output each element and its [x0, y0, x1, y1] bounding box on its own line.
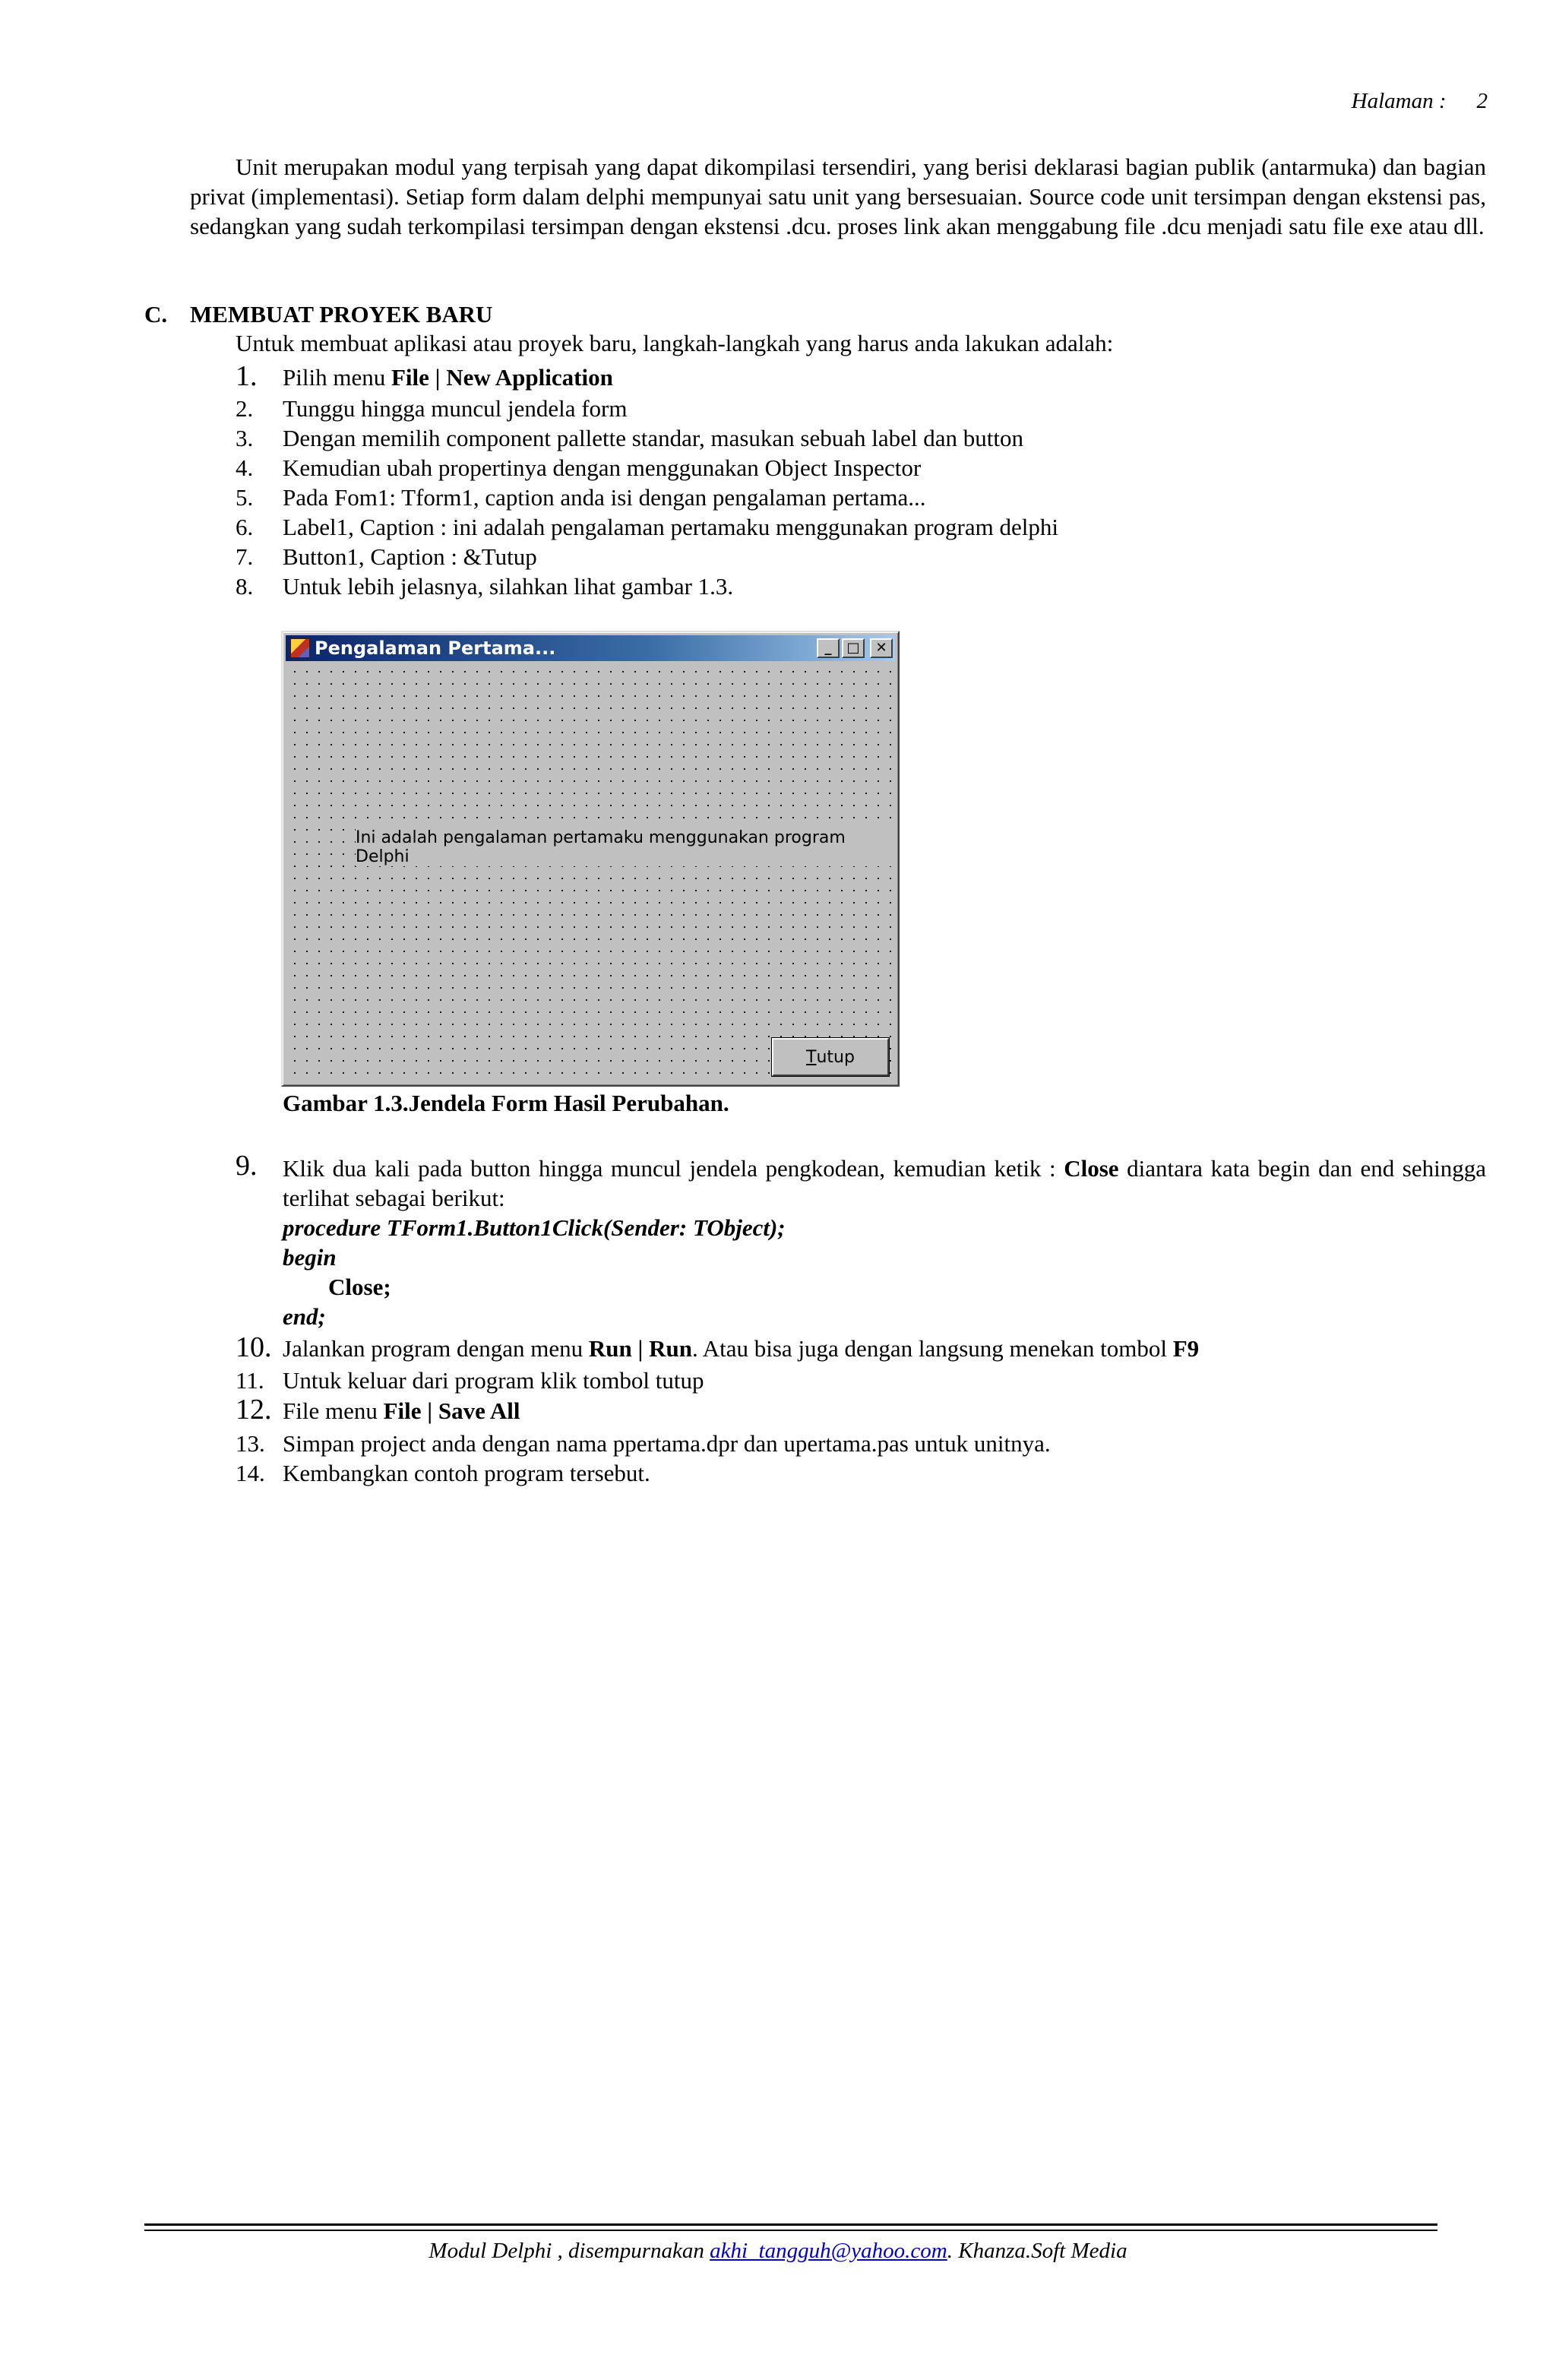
intro-paragraph: Unit merupakan modul yang terpisah yang dapat dikompilasi tersendiri, yang berisi deklarasi bagian publik (antarmuka) dan bagian privat (implementasi). Setiap form dalam delphi mempunyai satu unit yang bersesuaian. Source code unit tersimpan dengan ekstensi pas, sedangkan yang sudah terkompilasi tersimpan dengan ekstensi .dcu. proses link akan menggabung file .dcu menjadi satu file exe atau dll.	[190, 153, 1486, 239]
window-title: Pengalaman Pertama...	[315, 638, 556, 659]
step-text: Untuk lebih jelasnya, silahkan lihat gambar 1.3.	[283, 573, 734, 600]
step-number: 2.	[236, 395, 254, 422]
button-label: utup	[816, 1047, 855, 1067]
section-heading	[144, 301, 492, 328]
step-menu-path: File | Save All	[383, 1397, 520, 1424]
list-item	[236, 1458, 650, 1488]
delphi-app-icon	[290, 638, 310, 658]
code-line: end;	[283, 1303, 326, 1330]
step-number: 1.	[236, 360, 258, 392]
step-text: Pilih menu	[283, 364, 391, 391]
step-text: Simpan project anda dengan nama ppertama.dpr dan upertama.pas untuk unitnya.	[283, 1430, 1051, 1457]
step-number: 13.	[236, 1430, 265, 1457]
list-item	[236, 394, 627, 423]
code-line: procedure TForm1.Button1Click(Sender: TObject);	[283, 1214, 786, 1241]
step-number: 9.	[236, 1150, 258, 1182]
step-number: 8.	[236, 573, 254, 600]
list-item	[236, 423, 1023, 453]
footer-rule	[144, 2230, 1437, 2231]
step-number: 10.	[236, 1331, 272, 1363]
step-menu-path: Run | Run	[588, 1335, 692, 1362]
delphi-form-window	[281, 631, 900, 1087]
step-number: 11.	[236, 1367, 264, 1394]
close-button[interactable]: ✕	[870, 638, 893, 658]
label1: Ini adalah pengalaman pertamaku menggunakan program Delphi	[356, 828, 895, 866]
footer-rule	[144, 2223, 1437, 2226]
section-letter: C.	[144, 301, 168, 328]
step-text: Button1, Caption : &Tutup	[283, 543, 537, 570]
list-item	[236, 1395, 520, 1426]
footer-email-link[interactable]: akhi_tangguh@yahoo.com	[710, 2239, 947, 2263]
step-text: File menu	[283, 1397, 384, 1424]
step-text: . Atau bisa juga dengan langsung menekan tombol	[691, 1335, 1173, 1362]
step-text: Klik dua kali pada button hingga muncul jendela pengkodean, kemudian ketik :	[283, 1155, 1064, 1182]
page-label: Halaman :	[1351, 89, 1447, 113]
list-item	[236, 1333, 1199, 1363]
step-number: 12.	[236, 1394, 272, 1426]
step-menu-path: File | New Application	[391, 364, 613, 391]
page-footer	[0, 2239, 1556, 2264]
step-number: 3.	[236, 425, 254, 451]
form-design-grid	[286, 663, 895, 1082]
code-block	[283, 1213, 786, 1331]
step-9-text	[283, 1154, 1486, 1213]
step-text: Label1, Caption : ini adalah pengalaman pertamaku menggunakan program delphi	[283, 514, 1058, 540]
step-number: 5.	[236, 484, 254, 511]
step-keyword: Close	[1064, 1155, 1119, 1182]
footer-text: . Khanza.Soft Media	[947, 2239, 1127, 2263]
page-header	[1352, 89, 1488, 114]
list-item	[236, 1366, 704, 1395]
button-accelerator: T	[806, 1047, 817, 1067]
step-key: F9	[1172, 1335, 1200, 1362]
step-text: Dengan memilih component pallette standar, masukan sebuah label dan button	[283, 425, 1023, 451]
step-number: 4.	[236, 454, 254, 481]
code-line: begin	[283, 1244, 337, 1271]
figure-caption: Gambar 1.3.Jendela Form Hasil Perubahan.	[283, 1090, 729, 1116]
step-text: Jalankan program dengan menu	[283, 1335, 589, 1362]
step-number: 6.	[236, 514, 254, 540]
tutup-button[interactable]	[772, 1038, 889, 1076]
list-item	[236, 571, 733, 601]
minimize-button[interactable]: _	[817, 638, 840, 658]
list-item	[236, 542, 537, 571]
window-titlebar[interactable]	[286, 635, 895, 661]
step-text: Tunggu hingga muncul jendela form	[283, 395, 628, 422]
list-item	[236, 362, 613, 392]
list-item	[236, 453, 921, 483]
list-item	[236, 483, 926, 512]
page-number: 2	[1476, 89, 1488, 113]
code-line: Close;	[328, 1274, 391, 1300]
step-text: Kemudian ubah propertinya dengan menggunakan Object Inspector	[283, 454, 922, 481]
step-text: diantara kata begin dan end sehingga terlihat sebagai berikut:	[283, 1155, 1486, 1211]
step-text: Pada Fom1: Tform1, caption anda isi dengan pengalaman pertama...	[283, 484, 926, 511]
step-text: Kembangkan contoh program tersebut.	[283, 1460, 650, 1486]
intro-section	[190, 152, 1486, 241]
step-number: 7.	[236, 543, 254, 570]
list-item	[236, 1429, 1051, 1458]
list-item	[236, 512, 1058, 542]
step-text: Untuk keluar dari program klik tombol tutup	[283, 1367, 704, 1394]
section-intro: Untuk membuat aplikasi atau proyek baru, langkah-langkah yang harus anda lakukan adalah:	[236, 330, 1114, 356]
footer-text: Modul Delphi , disempurnakan	[429, 2239, 710, 2263]
section-title: MEMBUAT PROYEK BARU	[190, 301, 493, 328]
maximize-button[interactable]: □	[842, 638, 865, 658]
step-number: 14.	[236, 1460, 265, 1486]
